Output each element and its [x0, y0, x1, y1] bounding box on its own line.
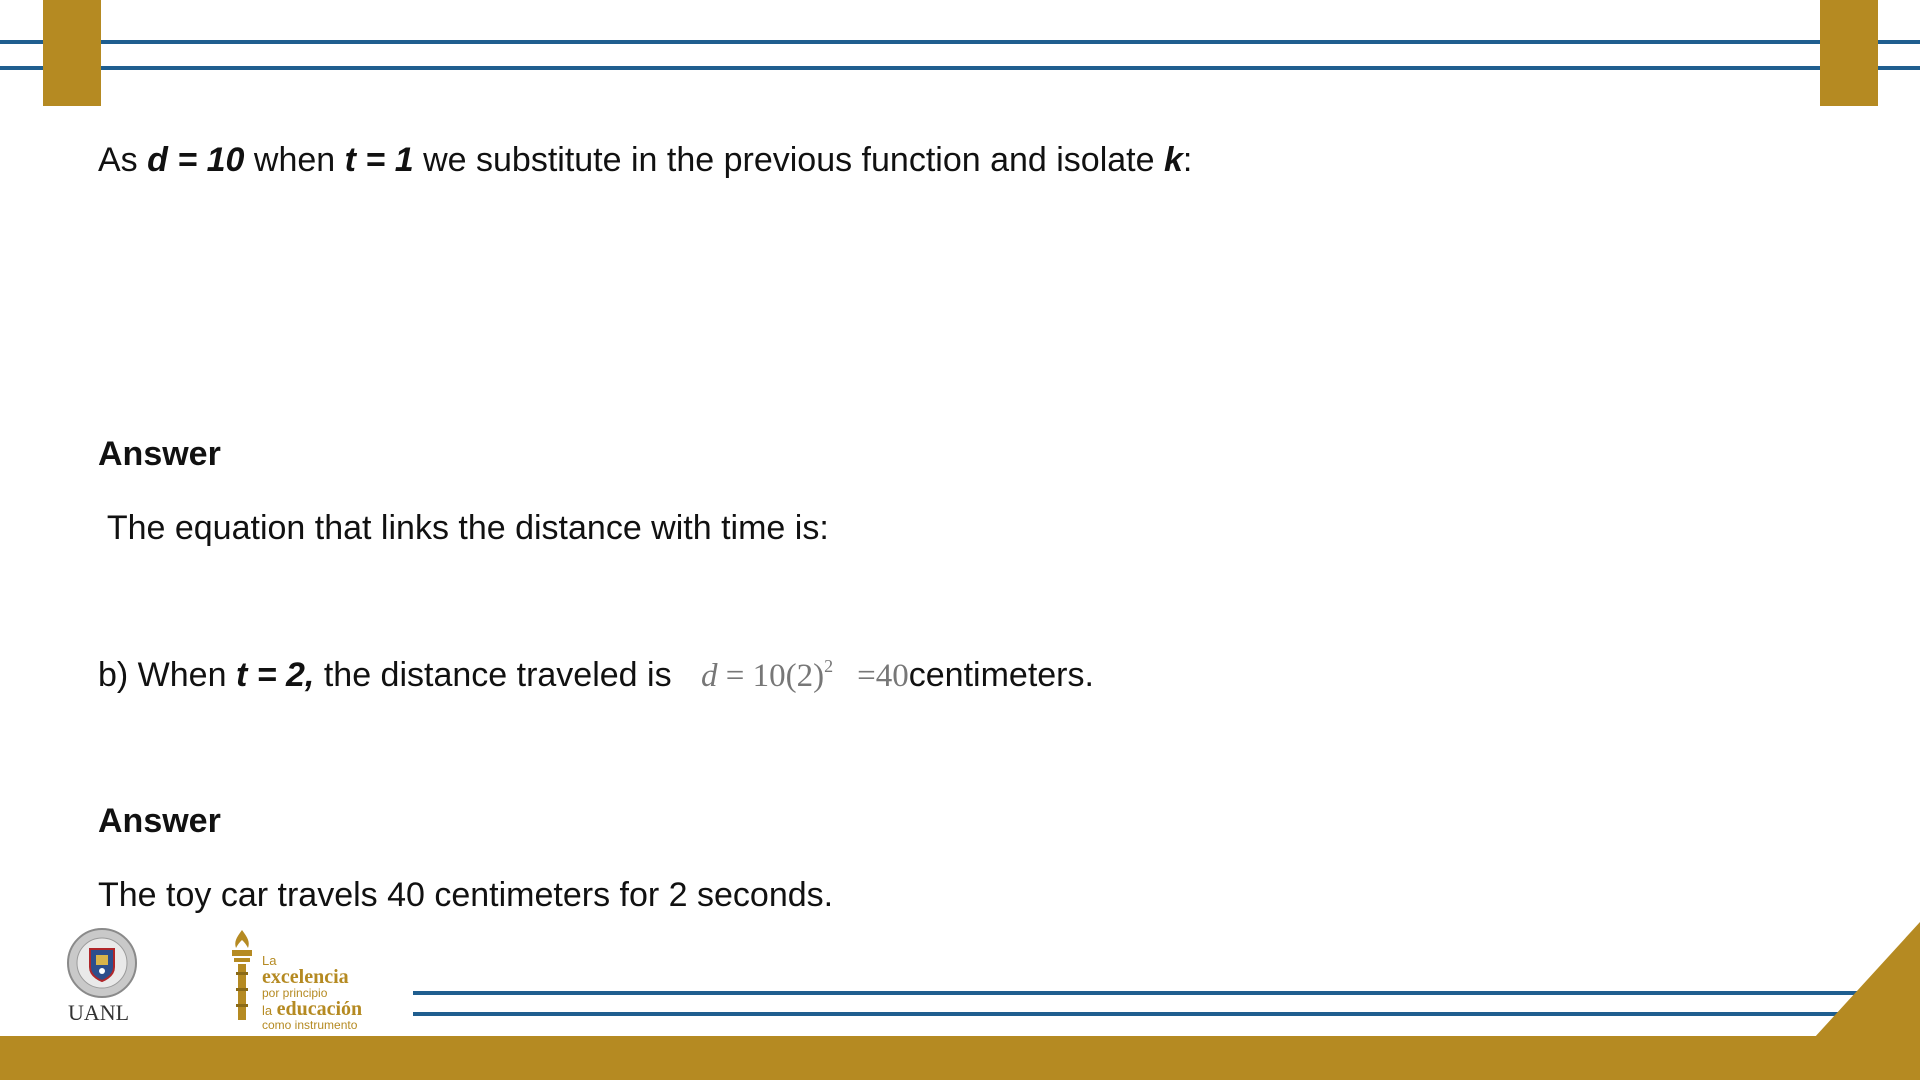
uanl-seal-logo [66, 927, 138, 999]
math-result: =40 [857, 658, 909, 694]
footer-line-top [413, 991, 1873, 995]
math-middle: = 10(2) [717, 658, 825, 694]
header-line-top [0, 40, 1920, 44]
footer-gold-triangle [1814, 922, 1920, 1038]
text-segment: centimeters. [908, 656, 1094, 694]
uanl-seal-icon [66, 927, 138, 999]
motto-excelencia: excelencia [262, 966, 349, 988]
motto-educacion: educación [276, 998, 363, 1020]
answer-text-1: The equation that links the distance with time is: [98, 509, 829, 547]
answer-text-2: The toy car travels 40 centimeters for 2 seconds. [98, 876, 834, 914]
torch-icon [226, 928, 258, 1024]
text-segment: b) When [98, 656, 236, 694]
math-k: k [1163, 141, 1183, 179]
footer-line-bottom [413, 1012, 1848, 1016]
math-exponent: 2 [824, 656, 834, 676]
substitution-sentence [98, 143, 1192, 177]
text-segment: when [244, 141, 345, 179]
uanl-label: UANL [68, 1000, 130, 1025]
header-gold-block-left [43, 0, 101, 106]
motto-la2: la [262, 1003, 273, 1018]
math-var-d: d [701, 658, 718, 694]
part-b-sentence [98, 657, 1094, 693]
answer-heading-2: Answer [98, 802, 221, 840]
corner-triangle-shape [1814, 922, 1920, 1038]
math-d-equals-10: d = 10 [147, 141, 245, 179]
answer-heading-1: Answer [98, 435, 221, 473]
math-t-equals-1: t = 1 [344, 141, 414, 179]
distance-equation [701, 658, 909, 694]
torch-logo [226, 928, 258, 1024]
header-gold-block-right [1820, 0, 1878, 106]
motto-la: La [262, 953, 277, 968]
motto-block [262, 954, 362, 1031]
motto-la-educacion [262, 999, 362, 1019]
motto-como-instrumento: como instrumento [262, 1018, 358, 1032]
math-t-equals-2: t = 2, [235, 656, 315, 694]
motto-por-principio: por principio [262, 986, 328, 1000]
text-segment: we substitute in the previous function and isolate [413, 141, 1164, 179]
text-segment: the distance traveled is [314, 656, 682, 694]
footer-gold-bar [0, 1036, 1920, 1080]
text-segment: : [1182, 141, 1193, 179]
text-segment: As [98, 141, 148, 179]
header-line-bottom [0, 66, 1920, 70]
